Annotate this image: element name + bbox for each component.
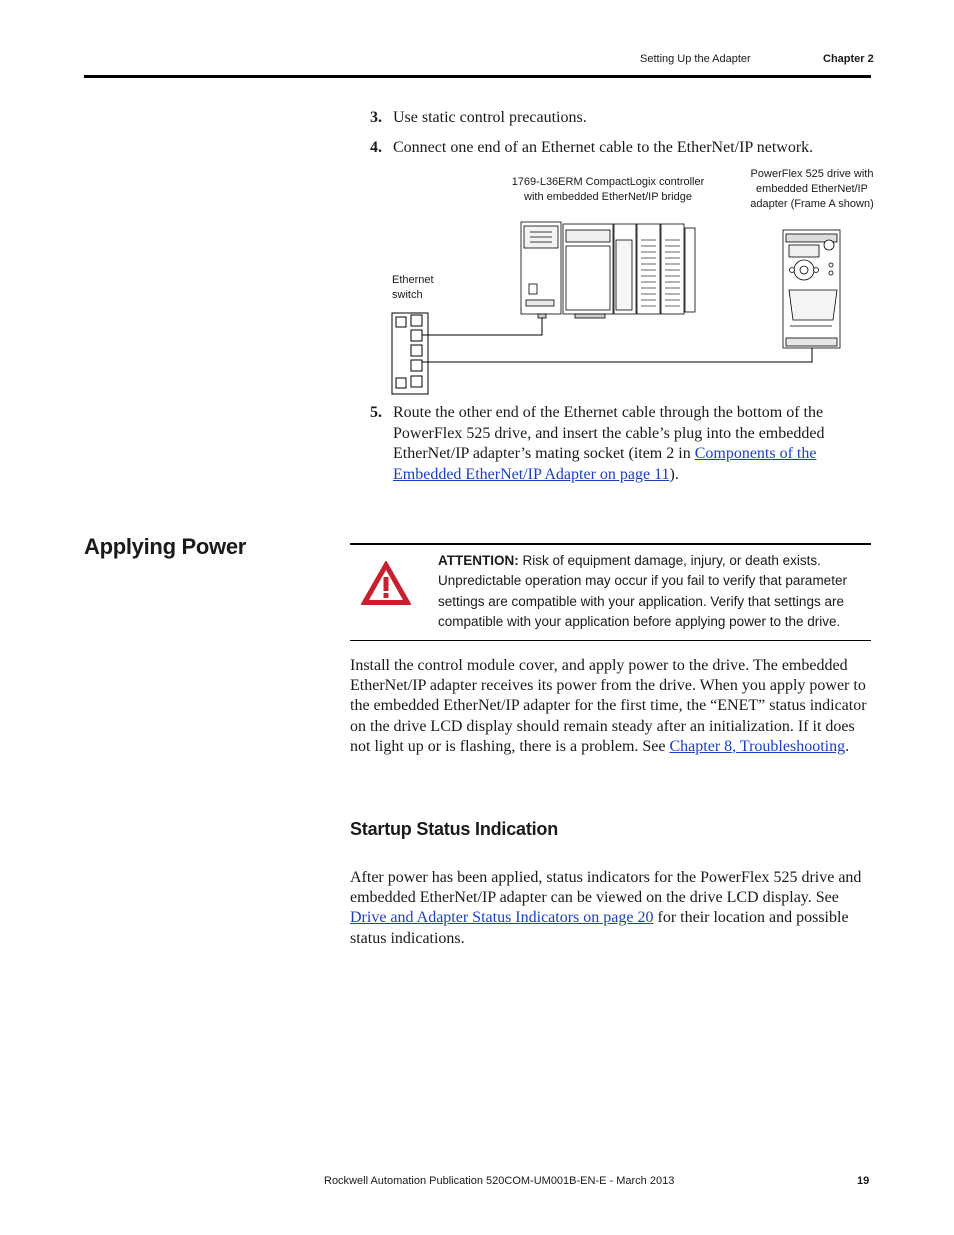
step-number: 4. <box>370 139 382 156</box>
ethernet-switch <box>392 313 428 394</box>
footer-publication: Rockwell Automation Publication 520COM-UM001B-EN-E - March 2013 <box>324 1175 675 1187</box>
running-header-section: Setting Up the Adapter <box>640 53 751 65</box>
paragraph-text-before: Install the control module cover, and apply power to the drive. The embedded EtherNet/IP adapter receives its power from the drive. When you apply power to the embedded EtherNet/IP adapter for the first time, the “ENET” status indicator on the drive LCD display should remain steady after an initialization. If it does not light up or is flashing, there is a problem. See <box>350 657 867 755</box>
attention-label: ATTENTION: <box>438 553 519 568</box>
powerflex-525-drive <box>783 230 840 348</box>
attention-text <box>438 551 863 632</box>
controller-caption-line: with embedded EtherNet/IP bridge <box>524 191 692 203</box>
step-text-before: Route the other end of the Ethernet cable through the bottom of the PowerFlex 525 drive, and insert the cable’s plug into the embedded EtherNet/IP adapter’s mating socket (item 2 in <box>393 404 825 462</box>
status-indicators-link[interactable]: Drive and Adapter Status Indicators on page 20 <box>350 909 654 927</box>
switch-caption-line: Ethernet <box>392 274 434 286</box>
step-text: Connect one end of an Ethernet cable to the EtherNet/IP network. <box>393 139 814 156</box>
link-separator: , <box>732 737 740 755</box>
compactlogix-controller <box>521 222 695 318</box>
attention-message: Risk of equipment damage, injury, or death exists. Unpredictable operation may occur if you fail to verify that parameter settings are compatible with your application. Verify that settings are compatible with your application before applying power to the drive. <box>438 553 847 629</box>
step-4 <box>370 138 870 159</box>
step-text-after: ). <box>669 465 679 483</box>
section-title: Applying Power <box>84 534 247 559</box>
step-text: Use static control precautions. <box>393 109 587 126</box>
subsection-title: Startup Status Indication <box>350 819 559 839</box>
running-header-chapter: Chapter 2 <box>823 53 874 65</box>
page-number: 19 <box>857 1175 870 1187</box>
drive-caption-line: adapter (Frame A shown) <box>750 198 874 210</box>
step-number: 3. <box>370 109 382 126</box>
switch-caption-line: switch <box>392 289 423 301</box>
drive-caption-line: embedded EtherNet/IP <box>756 183 868 195</box>
drive-caption-line: PowerFlex 525 drive with <box>750 168 874 180</box>
startup-status-paragraph <box>350 868 872 949</box>
drive-caption <box>742 167 882 212</box>
step-text <box>393 403 870 485</box>
ethernet-cables <box>422 318 812 362</box>
network-diagram <box>380 210 870 400</box>
paragraph-text-after: . <box>845 737 850 755</box>
components-link[interactable]: Components of the Embedded EtherNet/IP Adapter on page 11 <box>393 445 817 483</box>
header-rule <box>84 75 871 78</box>
applying-power-paragraph <box>350 656 872 757</box>
attention-box <box>350 543 871 641</box>
paragraph-text-after: for their location and possible status indications. <box>350 909 849 947</box>
chapter-8-link[interactable]: Chapter 8 <box>669 737 733 755</box>
controller-caption <box>508 175 708 205</box>
paragraph-text-before: After power has been applied, status indicators for the PowerFlex 525 drive and embedded EtherNet/IP adapter can be viewed on the drive LCD display. See <box>350 869 862 907</box>
warning-triangle-icon <box>359 559 413 607</box>
troubleshooting-link[interactable]: Troubleshooting <box>739 737 846 755</box>
step-3 <box>370 108 870 129</box>
step-5 <box>370 403 870 485</box>
controller-caption-line: 1769-L36ERM CompactLogix controller <box>511 176 705 188</box>
step-number: 5. <box>370 404 382 421</box>
